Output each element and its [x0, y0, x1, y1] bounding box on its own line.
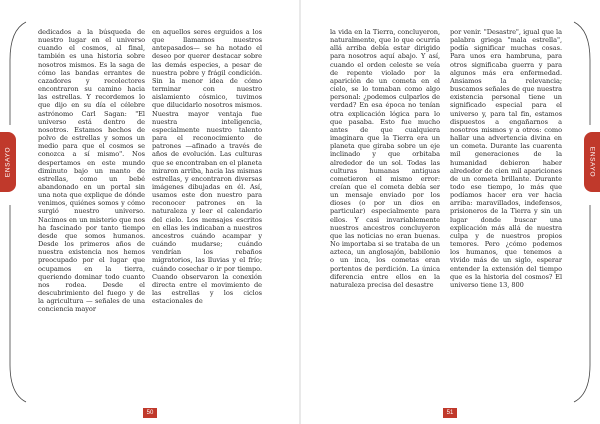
right-page-column-2	[450, 28, 562, 398]
section-tab-right-label: ENSAYO	[588, 146, 596, 178]
page-number-right: 51	[443, 408, 457, 418]
section-tab-left-label: ENSAYO	[4, 146, 12, 178]
right-column-2-text: por venir. "Desastre", igual que la palabra griega "mala estrella", podía significar muchas cosas. Para unos era hambruna, para otros significaba guerra y para algunos más era enfermedad. Ansiamos la relevancia; buscamos señales de que nuestra existencia personal tiene un significado especial para el universo y, para tal fin, estamos dispuestos a engañarnos a nosotros mismos y a otros: como hallar una advertencia divina en un cometa. Durante las cuarenta mil generaciones de la humanidad debieron haber alrededor de cien mil apariciones de un cometa brillante. Durante todo ese tiempo, lo más que podíamos hacer era ver hacia arriba: maravillados, indefensos, prisioneros de la Tierra y sin un lugar donde buscar una explicación más allá de nuestra culpa y de nuestros propios temores. Pero ¿cómo podemos los humanos, que tenemos a vivido más de un siglo, esperar entender la extensión del tiempo que es la historia del cosmos? El universo tiene 13, 800	[450, 28, 562, 289]
bracket-curve-icon	[572, 20, 594, 404]
left-page-column-2	[152, 28, 262, 398]
left-page-column-1	[38, 28, 145, 398]
page-number-left: 50	[143, 408, 157, 418]
right-page-column-1	[330, 28, 440, 398]
bracket-curve-icon	[6, 20, 28, 404]
right-page	[300, 0, 600, 424]
left-column-2-text: en aquellos seres erguidos a los que llamamos nuestros antepasados— se ha notado el deseo por querer destacar sobre las demás especies, a pesar de nuestra pobre y frágil condición. Sin la menor idea de cómo terminar con nuestro aislamiento cósmico, tuvimos que dilucidarlo nosotros mismos. Nuestra mayor ventaja fue nuestra inteligencia, especialmente nuestro talento para el reconocimiento de patrones —afinado a través de años de evolución. Las culturas que se encontraban en el planeta miraron arriba, hacia las mismas estrellas, y encontraron diversas imágenes dibujadas en él. Así, usamos este don nuestro para reconocer patrones en la naturaleza y leer el calendario del cielo. Los mensajes escritos en ellas les indicaban a nuestros ancestros cuándo acampar y cuándo mudarse; cuándo vendrían los rebaños migratorios, las lluvias y el frío; cuándo cosechar o ir por tiempo. Cuando observaron la conexión directa entre el movimiento de las estrellas y los ciclos estacionales de	[152, 28, 262, 306]
left-column-1-text: dedicados a la búsqueda de nuestro lugar en el universo cuando el cosmos, al final, también es una historia sobre nosotros mismos. Es la saga de cómo las bandas errantes de cazadores y recolectores encontraron su camino hacia las estrellas. Y recordemos lo que dijo en su día el célebre astrónomo Carl Sagan: "El universo está dentro de nosotros. Estamos hechos de polvo de estrellas y somos un medio para que el cosmos se conozca a sí mismo". Nos despertamos en este mundo diminuto bajo un manto de estrellas, como un bebé abandonado en un portal sin una nota que explique de dónde venimos, quiénes somos y cómo surgió nuestro universo. Nacimos en un misterio que nos ha fascinado por tanto tiempo desde que somos humanos. Desde los primeros años de nuestra existencia nos hemos preocupado por el lugar que ocupamos en la tierra, queriendo dominar todo cuanto nos rodea. Desde el descubrimiento del fuego y de la agricultura — señales de una conciencia mayor	[38, 28, 145, 314]
right-column-1-text: la vida en la Tierra, concluyeron, naturalmente, que lo que ocurría allá arriba debía estar dirigido para nosotros aquí abajo. Y así, cuando el orden celeste se veía de repente violado por la aparición de un cometa en el cielo, se lo tomaban como algo personal: ¿podemos culparlos de verdad? En esa época no tenían otra explicación lógica para lo que pasaba. Esto fue mucho antes de que cualquiera imaginara que la Tierra era un planeta que giraba sobre un eje inclinado y que orbitaba alrededor de un sol. Todas las culturas humanas antiguas cometieron el mismo error: creían que el cometa debía ser un mensaje enviado por los dioses (o por un dios en particular) especialmente para ellos. Y casi invariablemente nuestros ancestros concluyeron que las noticias no eran buenas. No importaba si se trataba de un azteca, un anglosajón, babilonio o un inca, los cometas eran portentos de perdición. La única diferencia entre ellos en la naturaleza precisa del desastre	[330, 28, 440, 289]
